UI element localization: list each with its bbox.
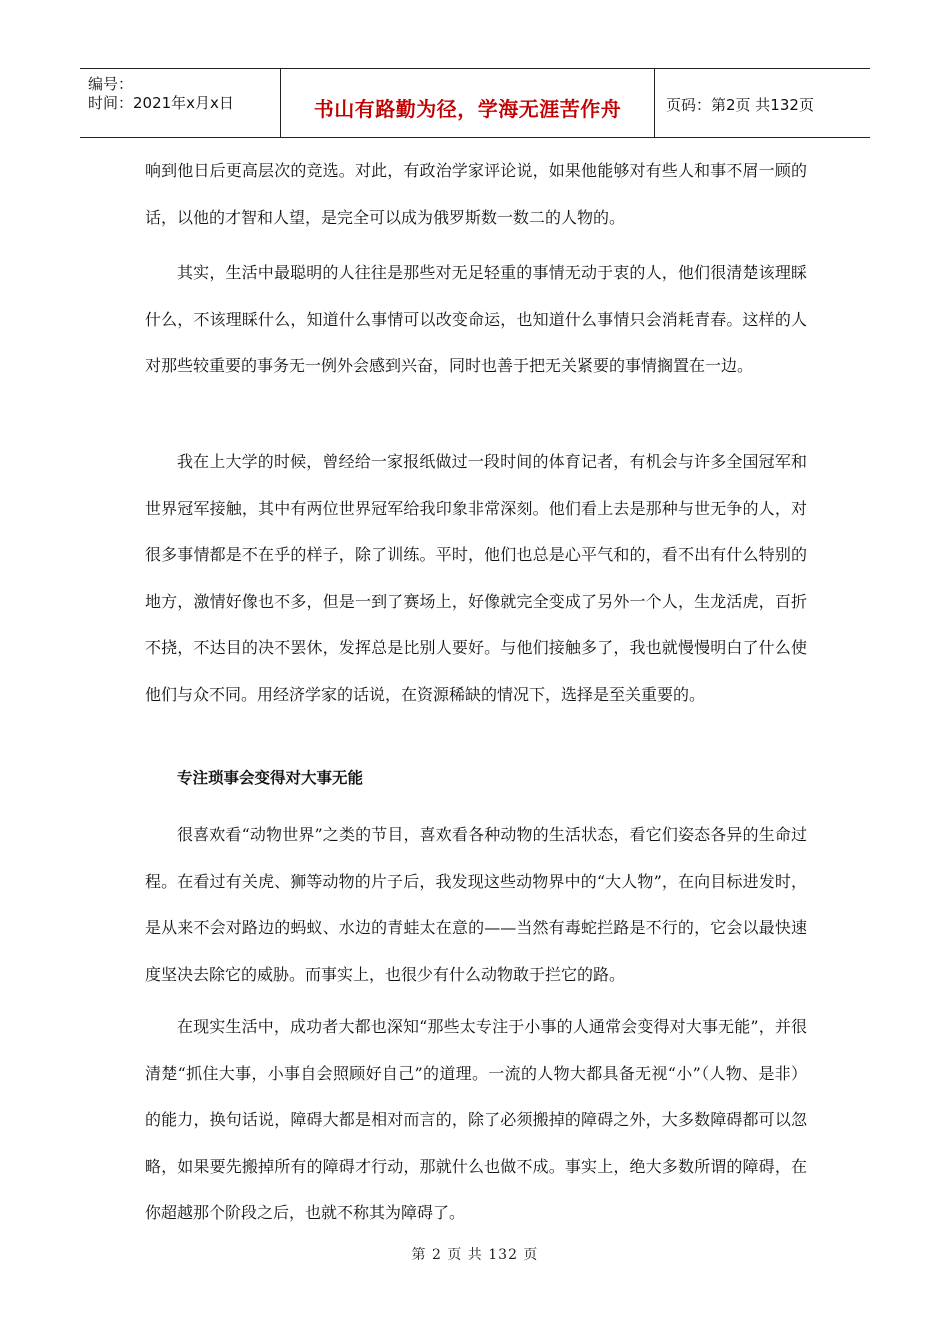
- document-time-label: 时间：2021年x月x日: [88, 94, 234, 112]
- paragraph-2: 其实，生活中最聪明的人往往是那些对无足轻重的事情无动于衷的人，他们很清楚该理睬什么，不该理睬什么，知道什么事情可以改变命运，也知道什么事情只会消耗青春。这样的人对那些较重要的事务无一例外会感到兴奋，同时也善于把无关紧要的事情搁置在一边。: [145, 263, 807, 375]
- paragraph-5: 在现实生活中，成功者大都也深知“那些太专注于小事的人通常会变得对大事无能”，并很清楚“抓住大事，小事自会照顾好自己”的道理。一流的人物大都具备无视“小”（人物、是非）的能力，换句话说，障碍大都是相对而言的，除了必须搬掉的障碍之外，大多数障碍都可以忽略，如果要先搬掉所有的障碍才行动，那就什么也做不成。事实上，绝大多数所谓的障碍，在你超越那个阶段之后，也就不称其为障碍了。: [145, 1017, 807, 1222]
- paragraph-3: 我在上大学的时候，曾经给一家报纸做过一段时间的体育记者，有机会与许多全国冠军和世界冠军接触，其中有两位世界冠军给我印象非常深刻。他们看上去是那种与世无争的人，对很多事情都是不在乎的样子，除了训练。平时，他们也总是心平气和的，看不出有什么特别的地方，激情好像也不多，但是一到了赛场上，好像就完全变成了另外一个人，生龙活虎，百折不挠，不达目的决不罢休，发挥总是比别人要好。与他们接触多了，我也就慢慢明白了什么使他们与众不同。用经济学家的话说，在资源稀缺的情况下，选择是至关重要的。: [145, 452, 807, 704]
- paragraph-4: 很喜欢看“动物世界”之类的节目，喜欢看各种动物的生活状态，看它们姿态各异的生命过程。在看过有关虎、狮等动物的片子后，我发现这些动物界中的“大人物”，在向目标进发时，是从来不会对路边的蚂蚁、水边的青蛙太在意的——当然有毒蛇拦路是不行的，它会以最快速度坚决去除它的威胁。而事实上，也很少有什么动物敢于拦它的路。: [145, 825, 807, 984]
- header-info-cell: [80, 69, 281, 137]
- paragraph-1: 响到他日后更高层次的竞选。对此，有政治学家评论说，如果他能够对有些人和事不屑一顾的话，以他的才智和人望，是完全可以成为俄罗斯数一数二的人物的。: [145, 161, 807, 227]
- header-page-code: 页码：第2页 共132页: [666, 96, 814, 114]
- header-page-cell: [656, 69, 870, 137]
- header-motto-cell: [281, 69, 655, 137]
- page-footer: 第 2 页 共 132 页: [411, 1247, 539, 1263]
- document-number-label: 编号：: [88, 75, 134, 93]
- document-header: [80, 68, 870, 138]
- header-motto: 书山有路勤为径，学海无涯苦作舟: [313, 97, 622, 121]
- section-heading: 专注琐事会变得对大事无能: [177, 769, 364, 787]
